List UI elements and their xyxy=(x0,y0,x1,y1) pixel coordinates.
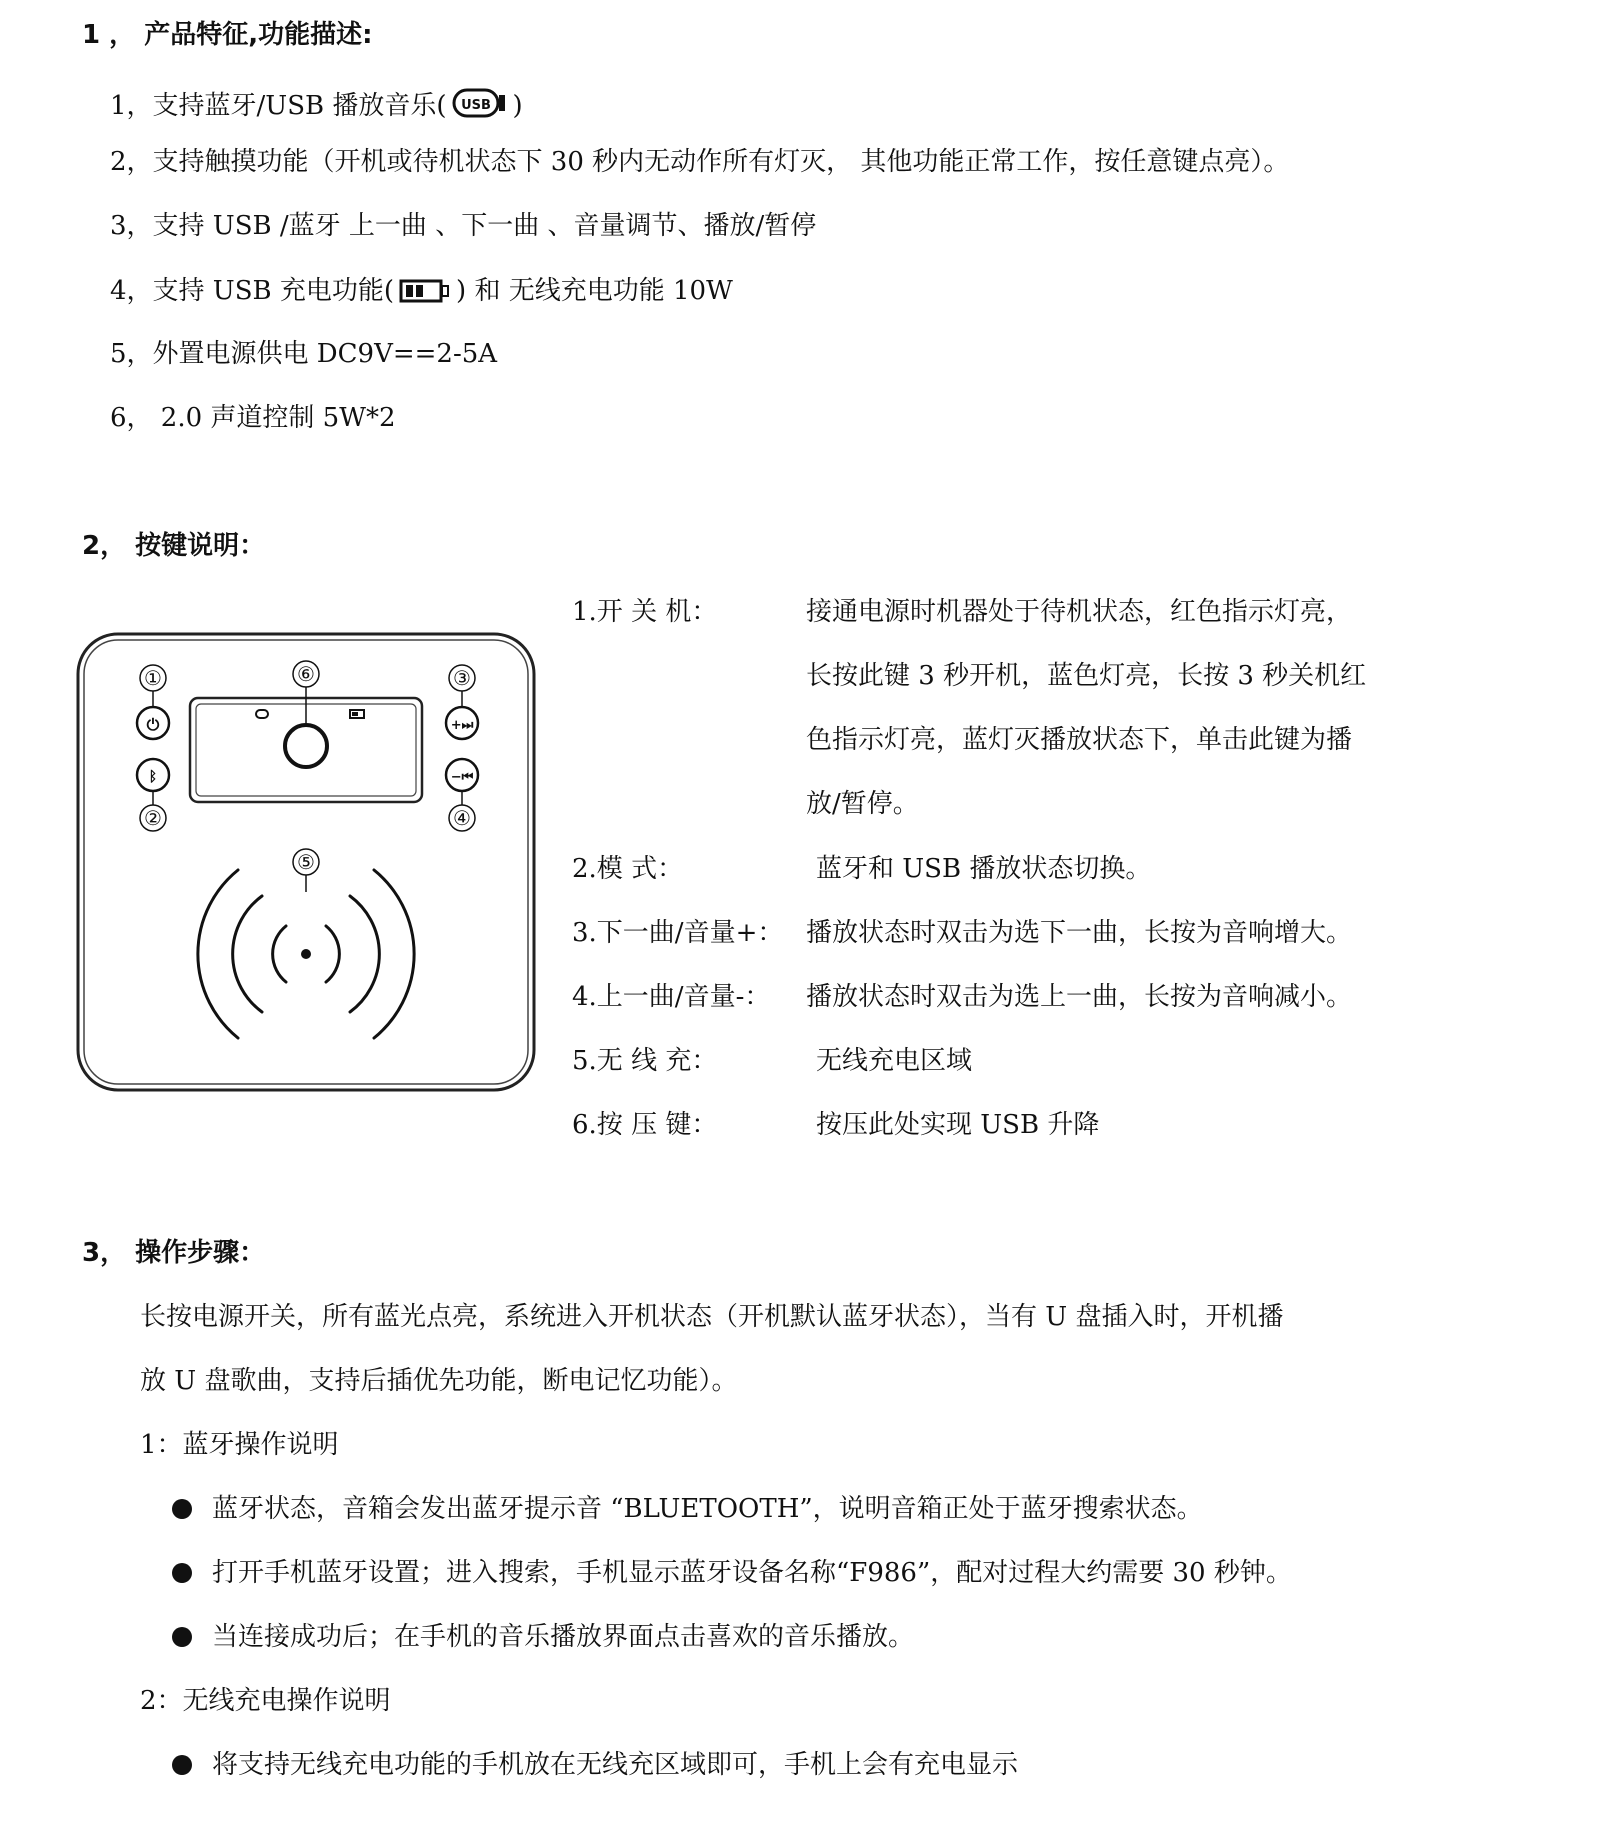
bullet-text: 蓝牙状态，音箱会发出蓝牙提示音 “BLUETOOTH”，说明音箱正处于蓝牙搜索状态。 xyxy=(212,1494,1203,1524)
section1-heading: 1 ， 产品特征,功能描述: xyxy=(82,20,373,50)
feature-item-1 xyxy=(110,86,523,125)
section3-intro-line-1: 长按电源开关，所有蓝光点亮，系统进入开机状态（开机默认蓝牙状态），当有 U 盘插入时，开机播 xyxy=(140,1302,1284,1332)
bullet-text: 当连接成功后；在手机的音乐播放界面点击喜欢的音乐播放。 xyxy=(212,1622,915,1652)
key-6-label: 6.按 压 键： xyxy=(572,1110,718,1140)
list-item xyxy=(172,1624,914,1650)
key-4-desc: 播放状态时双击为选上一曲，长按为音响减小。 xyxy=(806,982,1353,1012)
wireless-instructions-title: 2：无线充电操作说明 xyxy=(140,1686,391,1716)
feature-item-5: 5，外置电源供电 DC9V==2-5A xyxy=(110,339,498,369)
key-4-label: 4.上一曲/音量-： xyxy=(572,982,771,1012)
list-item xyxy=(172,1560,1292,1586)
device-diagram xyxy=(74,630,540,1094)
feature-item-6: 6， 2.0 声道控制 5W*2 xyxy=(110,403,396,433)
power-play-icon: ⏻ xyxy=(146,715,160,734)
bullet-icon xyxy=(172,1755,192,1775)
feature-text-suffix: ) xyxy=(512,91,523,121)
feature-item-4 xyxy=(110,277,733,310)
bullet-icon xyxy=(172,1627,192,1647)
section3-intro-line-2: 放 U 盘歌曲，支持后插优先功能，断电记忆功能）。 xyxy=(140,1366,738,1396)
usb-icon xyxy=(451,86,509,125)
key-5-label: 5.无 线 充： xyxy=(572,1046,718,1076)
feature-text: 1，支持蓝牙/USB 播放音乐( xyxy=(110,91,447,121)
feature-item-3: 3，支持 USB /蓝牙 上一曲 、下一曲 、音量调节、播放/暂停 xyxy=(110,211,817,241)
key-2-label: 2.模 式： xyxy=(572,854,684,884)
mode-icon: ᛒ xyxy=(148,769,158,785)
display-usb-icon xyxy=(256,710,268,718)
key-6-desc: 按压此处实现 USB 升降 xyxy=(816,1110,1100,1140)
feature-text-suffix: ) 和 无线充电功能 10W xyxy=(456,276,733,306)
prev-icon: −⏮ xyxy=(450,770,474,785)
key-1-desc-line-1: 接通电源时机器处于待机状态，红色指示灯亮， xyxy=(806,597,1353,627)
callout-4-label: ④ xyxy=(453,806,471,830)
next-icon: +⏭ xyxy=(450,718,474,733)
bullet-text: 将支持无线充电功能的手机放在无线充区域即可，手机上会有充电显示 xyxy=(212,1750,1019,1780)
callout-3-label: ③ xyxy=(453,666,471,690)
display-battery-icon xyxy=(350,710,364,718)
key-3-desc: 播放状态时双击为选下一曲，长按为音响增大。 xyxy=(806,918,1353,948)
callout-2-label: ② xyxy=(144,806,162,830)
key-3-label: 3.下一曲/音量+： xyxy=(572,918,784,948)
press-key-circle xyxy=(285,725,327,767)
bullet-icon xyxy=(172,1499,192,1519)
key-1-desc-line-3: 色指示灯亮，蓝灯灭播放状态下，单击此键为播 xyxy=(806,725,1353,755)
bullet-icon xyxy=(172,1563,192,1583)
key-1-desc-line-2: 长按此键 3 秒开机，蓝色灯亮，长按 3 秒关机红 xyxy=(806,661,1367,691)
key-1-label: 1.开 关 机： xyxy=(572,597,718,627)
battery-icon xyxy=(398,277,452,310)
usb-icon-label: USB xyxy=(460,98,491,113)
wireless-charging-icon xyxy=(198,870,414,1038)
section3-heading: 3， 操作步骤： xyxy=(82,1238,266,1268)
list-item xyxy=(172,1752,1018,1778)
bullet-text: 打开手机蓝牙设置；进入搜索，手机显示蓝牙设备名称“F986”，配对过程大约需要 30 秒钟。 xyxy=(212,1558,1292,1588)
feature-text: 4，支持 USB 充电功能( xyxy=(110,276,395,306)
callout-1-label: ① xyxy=(144,666,162,690)
key-1-desc-line-4: 放/暂停。 xyxy=(806,789,919,819)
callout-6-label: ⑥ xyxy=(297,662,315,686)
feature-item-2: 2，支持触摸功能（开机或待机状态下 30 秒内无动作所有灯灭， 其他功能正常工作，按任意键点亮）。 xyxy=(110,147,1290,177)
callout-5-label: ⑤ xyxy=(297,850,315,874)
section2-heading: 2， 按键说明： xyxy=(82,531,266,561)
key-2-desc: 蓝牙和 USB 播放状态切换。 xyxy=(816,854,1152,884)
key-5-desc: 无线充电区域 xyxy=(816,1046,973,1076)
bluetooth-instructions-title: 1：蓝牙操作说明 xyxy=(140,1430,339,1460)
list-item xyxy=(172,1496,1203,1522)
